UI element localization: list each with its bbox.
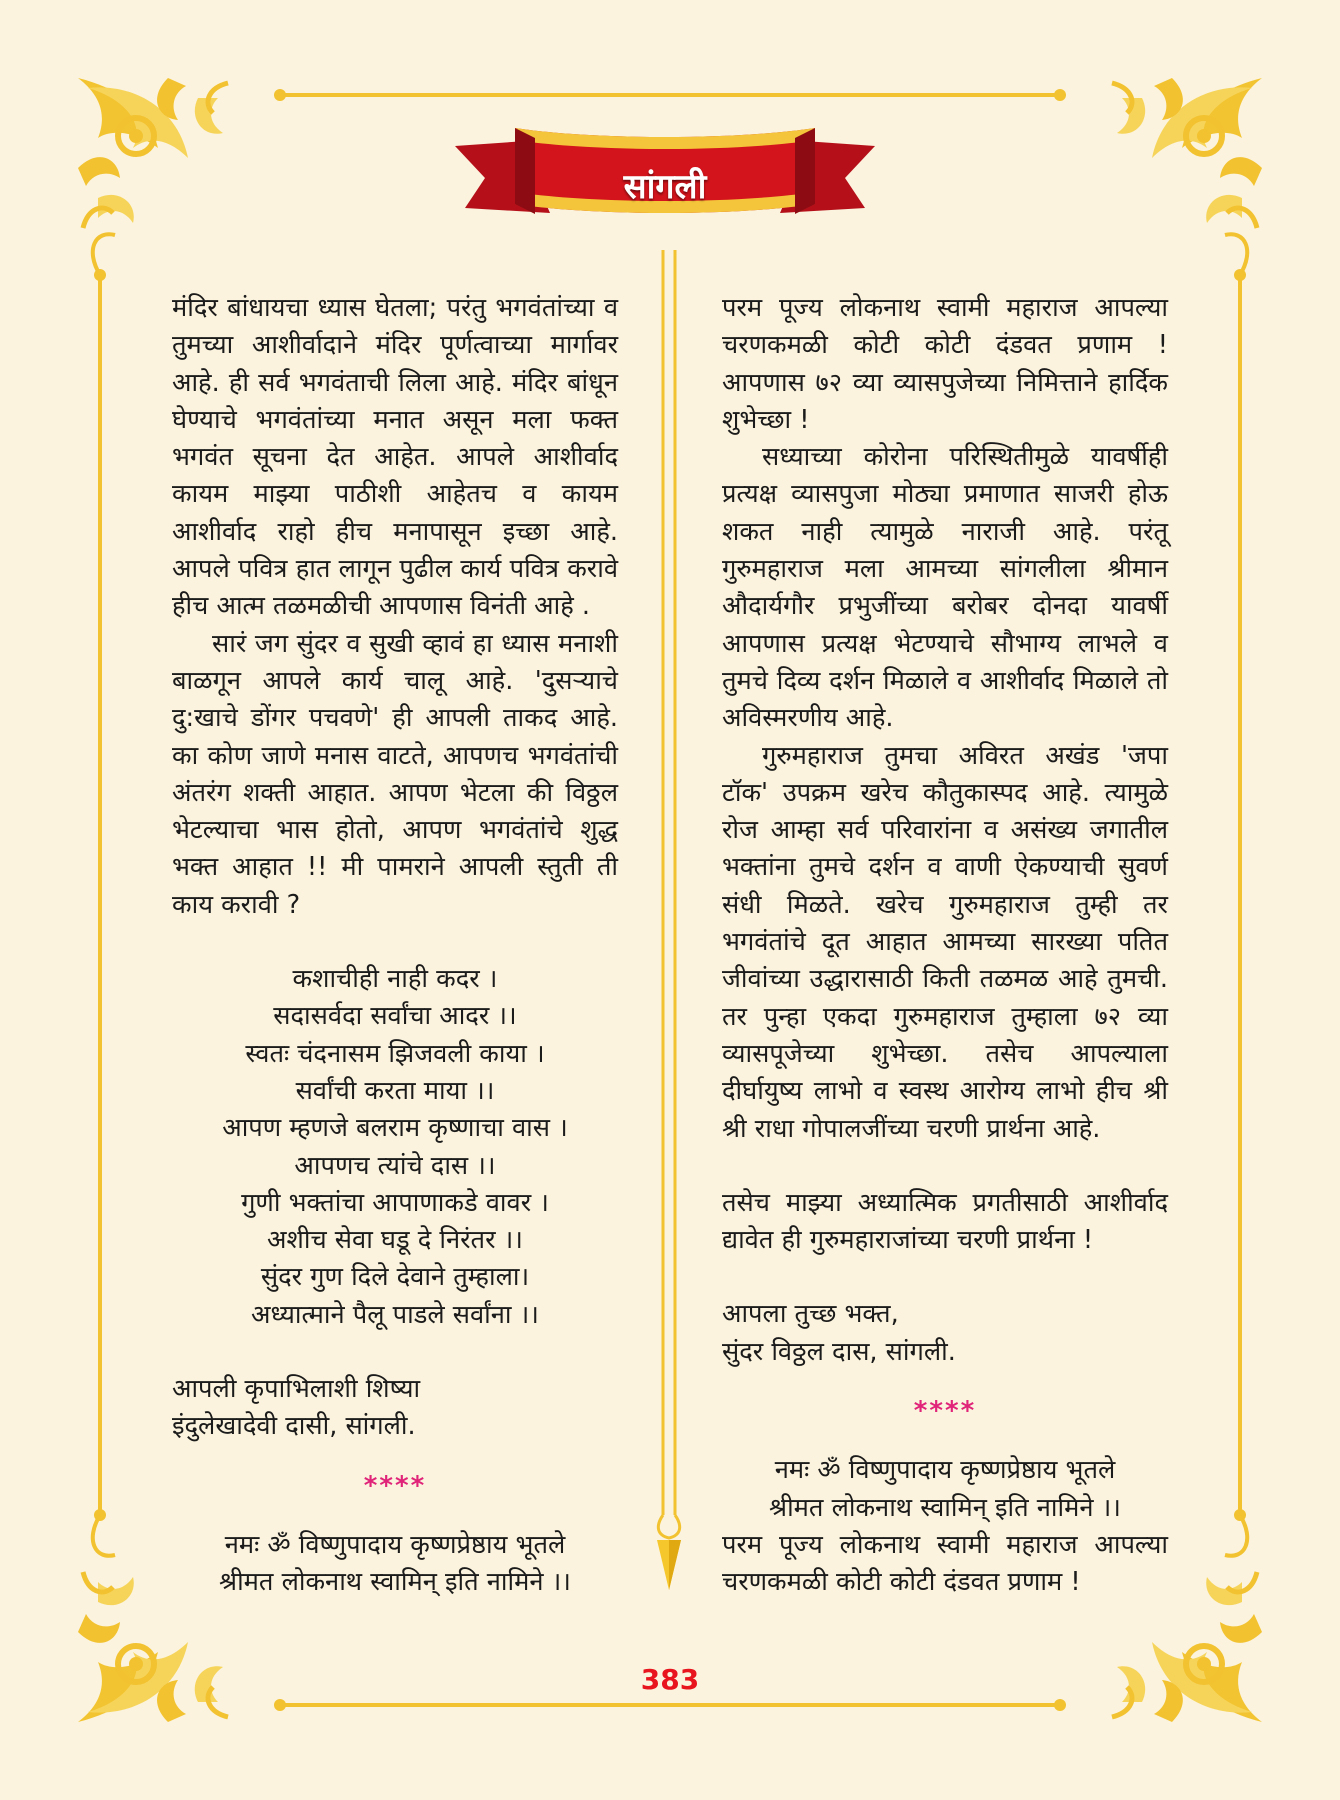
mantra-line: श्रीमत लोकनाथ स्वामिन् इति नामिने ।। — [769, 1492, 1121, 1523]
right-paragraph-3: गुरुमहाराज तुमचा अविरत अखंड 'जपा टॉक' उपक्रम खरेच कौतुकास्पद आहे. त्यामुळे रोज आम्हा सर्व परिवारांना व असंख्य जगातील भक्तांना तुमचे दर्शन व वाणी ऐकण्याची सुवर्ण संधी मिळते. खरेच गुरुमहाराज तुम्ही तर भगवंतांचे दूत आहात आमच्या सारख्या पतित जीवांच्या उद्धारासाठी किती तळमळ आहे तुमची. तर पुन्हा एकदा गुरुमहाराज तुम्हाला ७२ व्या व्यासपूजेच्या शुभेच्छा. तसेच आपल्याला दीर्घायुष्य लाभो व स्वस्थ आरोग्य लाभो हीच श्री श्री राधा गोपालजींच्या चरणी प्रार्थना आहे. — [722, 740, 1168, 1144]
mantra-line: नमः ॐ विष्णुपादाय कृष्णप्रेष्ठाय भूतले — [224, 1529, 566, 1560]
poem-line: स्वतः चंदनासम झिजवली काया । — [245, 1038, 545, 1069]
right-paragraph-1: परम पूज्य लोकनाथ स्वामी महाराज आपल्या चरणकमळी कोटी कोटी दंडवत प्रणाम ! आपणास ७२ व्या व्यासपुजेच्या निमित्ताने हार्दिक शुभेच्छा ! — [722, 293, 1168, 435]
left-paragraph-2: सारं जग सुंदर व सुखी व्हावं हा ध्यास मनाशी बाळगून आपले कार्य चालू आहे. 'दुसऱ्याचे दु:खाचे डोंगर पचवणे' ही आपली ताकद आहे. का कोण जाणे मनास वाटते, आपणच भगवंतांची अंतरंग शक्ती आहात. आपण भेटला की विठ्ठल भेटल्याचा भास होतो, आपण भगवंतांचे शुद्ध भक्त आहात !! मी पामराने आपली स्तुती ती काय करावी ? — [172, 628, 618, 920]
poem-line: आपण म्हणजे बलराम कृष्णाचा वास । — [222, 1113, 568, 1144]
signature-line: आपला तुच्छ भक्त, — [722, 1299, 899, 1330]
right-paragraph-2: सध्याच्या कोरोना परिस्थितीमुळे यावर्षीही प्रत्यक्ष व्यासपुजा मोठ्या प्रमाणात साजरी होऊ शकत नाही त्यामुळे नाराजी आहे. परंतू गुरुमहाराज मला आमच्या सांगलीला श्रीमान औदार्यगौर प्रभुजींच्या बरोबर दोनदा यावर्षी आपणास प्रत्यक्ष भेटण्याचे सौभाग्य लाभले व तुमचे दिव्य दर्शन मिळाले व आशीर्वाद मिळाले तो अविस्मरणीय आहे. — [722, 442, 1168, 734]
page-number: 383 — [640, 1663, 700, 1696]
signature-line: इंदुलेखादेवी दासी, सांगली. — [172, 1411, 416, 1442]
poem-line: कशाचीही नाही कदर । — [292, 964, 498, 995]
column-divider — [652, 250, 686, 1610]
poem-line: गुणी भक्तांचा आपाणाकडे वावर । — [241, 1187, 549, 1218]
right-column — [722, 290, 1168, 1602]
mantra-line: श्रीमत लोकनाथ स्वामिन् इति नामिने ।। — [219, 1567, 571, 1598]
left-signature — [172, 1371, 618, 1446]
mantra-line: नमः ॐ विष्णुपादाय कृष्णप्रेष्ठाय भूतले — [774, 1455, 1116, 1486]
left-paragraph-1: मंदिर बांधायचा ध्यास घेतला; परंतु भगवंतांच्या व तुमच्या आशीर्वादाने मंदिर पूर्णत्वाच्या मार्गावर आहे. ही सर्व भगवंताची लिला आहे. मंदिर बांधून घेण्याचे भगवंतांच्या मनात असून मला फक्त भगवंत सूचना देत आहेत. आपले आशीर्वाद कायम माझ्या पाठीशी आहेतच व कायम आशीर्वाद राहो हीच मनापासून इच्छा आहे. आपले पवित्र हात लागून पुढील कार्य पवित्र करावे हीच आत्म तळमळीची आपणास विनंती आहे . — [172, 293, 618, 622]
poem-line: सर्वांची करता माया ।। — [295, 1075, 495, 1106]
right-closing: परम पूज्य लोकनाथ स्वामी महाराज आपल्या चरणकमळी कोटी कोटी दंडवत प्रणाम ! — [722, 1529, 1168, 1598]
poem-line: सदासर्वदा सर्वांचा आदर ।। — [273, 1001, 517, 1032]
right-signature — [722, 1296, 1168, 1371]
poem-line: अशीच सेवा घडू दे निरंतर ।। — [267, 1225, 523, 1256]
poem-line: अध्यात्माने पैलू पाडले सर्वांना ।। — [251, 1299, 539, 1330]
stars-separator: **** — [913, 1396, 977, 1427]
poem-line: सुंदर गुण दिले देवाने तुम्हाला। — [260, 1262, 530, 1293]
poem — [172, 961, 618, 1334]
signature-line: आपली कृपाभिलाशी शिष्या — [172, 1374, 421, 1405]
right-mantra — [722, 1452, 1168, 1527]
left-mantra — [172, 1527, 618, 1602]
page-title: सांगली — [623, 167, 707, 207]
poem-line: आपणच त्यांचे दास ।। — [294, 1150, 496, 1181]
signature-line: सुंदर विठ्ठल दास, सांगली. — [722, 1336, 956, 1367]
right-paragraph-4: तसेच माझ्या अध्यात्मिक प्रगतीसाठी आशीर्वाद द्यावेत ही गुरुमहाराजांच्या चरणी प्रार्थना ! — [722, 1187, 1168, 1256]
left-column — [172, 290, 618, 1602]
stars-separator: **** — [363, 1470, 427, 1501]
